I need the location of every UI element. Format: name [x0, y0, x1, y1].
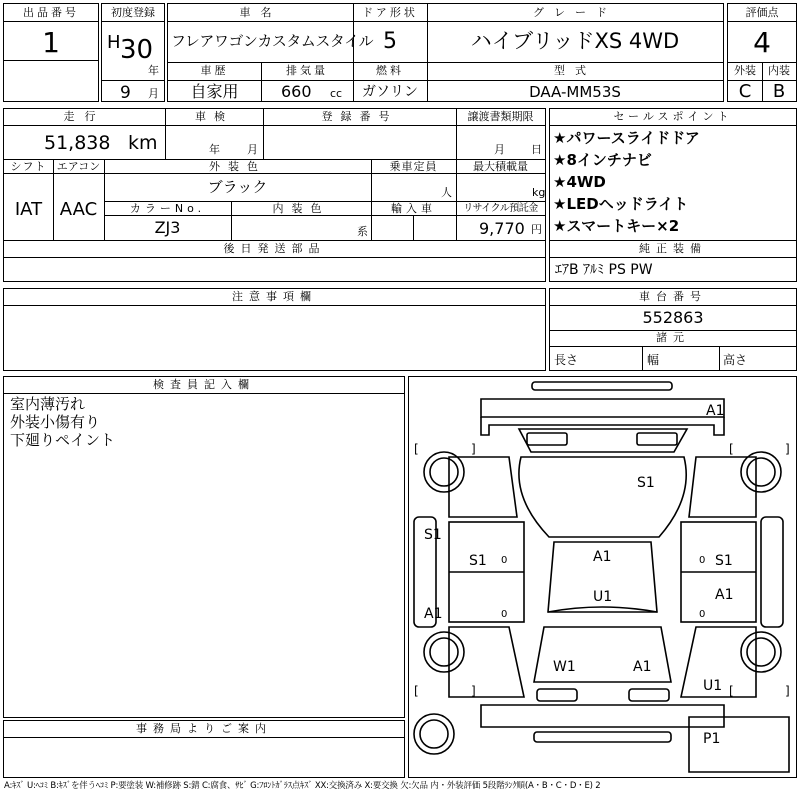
grade-value: ハイブリッドXS 4WD: [470, 29, 680, 53]
genuine-equipment-value: ｴｱB ｱﾙﾐ PS PW: [555, 262, 653, 278]
exterior-color-label: 外装色: [209, 160, 266, 173]
damage-mark: A1: [715, 587, 734, 603]
damage-mark: A1: [633, 659, 652, 675]
color-number-label: カラーNo.: [129, 202, 206, 215]
capacity-label: 乗車定員: [389, 160, 438, 173]
lot-number-box: [3, 3, 99, 102]
bracket-mark: ]: [785, 684, 790, 698]
interior-color-unit: 系: [357, 225, 368, 238]
fuel-label: 燃料: [376, 64, 404, 77]
recycle-value: 9,770: [479, 219, 525, 238]
lot-number-label: 出品番号: [23, 6, 79, 19]
transfer-month-unit: 月: [494, 143, 505, 156]
inspector-note-line: 外装小傷有り: [10, 413, 101, 431]
sales-points-label: セールスポイント: [613, 110, 733, 123]
zero-mark: 0: [501, 555, 508, 566]
first-registration-box: [101, 3, 165, 102]
chassis-box: [549, 288, 797, 371]
history-label: 車歴: [200, 64, 229, 77]
inspector-note-line: 室内薄汚れ: [10, 395, 86, 413]
door-type-label: ドア形状: [362, 6, 418, 19]
inspection-label: 車検: [195, 110, 233, 123]
chassis-label: 車台番号: [639, 290, 707, 303]
first-registration-label: 初度登録: [111, 6, 155, 19]
bracket-mark: [: [729, 442, 734, 456]
inspector-note-line: 下廻りペイント: [10, 431, 116, 449]
displacement-value: 660: [281, 82, 312, 101]
max-load-unit: kg: [532, 186, 546, 199]
damage-mark: S1: [424, 527, 442, 543]
mileage-value: 51,838: [44, 132, 111, 154]
later-parts-box: [3, 240, 546, 282]
damage-mark: W1: [553, 659, 576, 675]
sales-point-item: ★8インチナビ: [553, 151, 652, 169]
sales-points-box: [549, 108, 797, 241]
aircon-label: エアコン: [56, 160, 101, 173]
interior-color-label: 内装色: [272, 202, 330, 215]
grade-label: グレード: [533, 6, 617, 19]
damage-mark: S1: [637, 475, 655, 491]
later-parts-label: 後日発送部品: [223, 242, 326, 255]
chassis-value: 552863: [642, 308, 704, 327]
bracket-mark: [: [414, 684, 419, 698]
bracket-mark: ]: [471, 442, 476, 456]
notes-box: [3, 288, 546, 371]
car-name-value: フレアワゴンカスタムスタイル: [171, 32, 374, 50]
inspector-label: 検査員記入欄: [153, 378, 255, 391]
shift-label: シフト: [10, 160, 47, 173]
inspector-box: [3, 376, 405, 718]
fuel-value: ガソリン: [362, 84, 418, 100]
recycle-label: リサイクル預託金: [463, 203, 538, 214]
aircon-value: AAC: [59, 199, 98, 220]
score-label: 評価点: [745, 6, 779, 19]
damage-mark: A1: [593, 549, 612, 565]
displacement-unit: cc: [330, 87, 343, 100]
zero-mark: 0: [699, 609, 706, 620]
door-type-value: 5: [383, 29, 397, 54]
width-label: 幅: [647, 353, 660, 367]
transfer-day-unit: 日: [531, 143, 542, 156]
length-label: 長さ: [554, 353, 579, 367]
damage-mark: A1: [706, 403, 725, 419]
lot-number-value: 1: [42, 26, 60, 59]
inspection-month-unit: 月: [247, 143, 258, 156]
genuine-equipment-box: [549, 240, 797, 282]
footer-legend: A:ｷｽﾞ U:ﾍｺﾐ B:ｷｽﾞを伴うﾍｺﾐ P:要塗装 W:補修跡 S:錆 C:腐食、ｻﾋﾞ G:ﾌﾛﾝﾄｶﾞﾗｽ点ｷｽﾞ XX:交換済み X:要交換 欠:欠品 内・外装評価 5段階ﾗﾝｸ順(A・B・C・D・E) 2: [4, 781, 601, 791]
interior-grade-value: B: [772, 81, 786, 102]
model-label: 型式: [554, 64, 596, 77]
score-box: [727, 3, 797, 102]
interior-grade-label: 内装: [768, 64, 790, 77]
max-load-label: 最大積載量: [473, 160, 528, 173]
capacity-unit: 人: [441, 186, 452, 199]
damage-mark: U1: [593, 589, 613, 605]
office-box: [3, 720, 405, 778]
history-value: 自家用: [190, 82, 239, 101]
sales-point-item: ★パワースライドドア: [553, 129, 700, 147]
exterior-color-value: ブラック: [207, 178, 268, 196]
import-label: 輸入車: [391, 202, 436, 215]
exterior-grade-label: 外装: [734, 64, 756, 77]
inspection-year-unit: 年: [209, 143, 220, 156]
bracket-mark: ]: [785, 442, 790, 456]
sales-point-item: ★4WD: [553, 173, 606, 191]
exterior-grade-value: C: [738, 81, 752, 102]
bracket-mark: ]: [471, 684, 476, 698]
car-diagram: [409, 377, 796, 777]
car-name-label: 車名: [239, 6, 282, 19]
recycle-unit: 円: [531, 223, 542, 236]
mileage-label: 走行: [63, 110, 106, 123]
damage-mark: U1: [703, 678, 723, 694]
bracket-mark: [: [414, 442, 419, 456]
first-registration-month: 9: [120, 83, 131, 103]
office-label: 事務局よりご案内: [136, 722, 272, 735]
transfer-deadline-label: 譲渡書類期限: [467, 110, 534, 123]
sales-point-item: ★スマートキー×2: [553, 217, 680, 235]
first-registration-year-unit: 年: [148, 64, 159, 77]
car-info-box: [167, 3, 724, 102]
first-registration-year: 30: [120, 35, 154, 65]
genuine-equipment-label: 純正装備: [639, 242, 707, 255]
damage-mark: S1: [469, 553, 487, 569]
height-label: 高さ: [723, 353, 748, 367]
shift-value: IAT: [14, 199, 43, 220]
damage-mark: A1: [424, 606, 443, 622]
sales-point-item: ★LEDヘッドライト: [553, 195, 689, 213]
displacement-label: 排気量: [286, 64, 328, 77]
bracket-mark: [: [729, 684, 734, 698]
zero-mark: 0: [501, 609, 508, 620]
first-registration-era: H: [107, 32, 121, 53]
score-value: 4: [753, 26, 771, 59]
damage-mark: S1: [715, 553, 733, 569]
dimensions-label: 諸元: [656, 331, 690, 344]
vehicle-detail-box: [3, 108, 546, 241]
notes-label: 注意事項欄: [232, 290, 317, 303]
mileage-unit: km: [128, 132, 158, 154]
damage-mark: P1: [703, 731, 721, 747]
zero-mark: 0: [699, 555, 706, 566]
registration-number-label: 登録番号: [321, 110, 398, 123]
color-number-value: ZJ3: [154, 218, 181, 237]
car-diagram-box: [408, 376, 797, 778]
model-value: DAA-MM53S: [529, 83, 621, 101]
first-registration-month-unit: 月: [148, 87, 159, 100]
